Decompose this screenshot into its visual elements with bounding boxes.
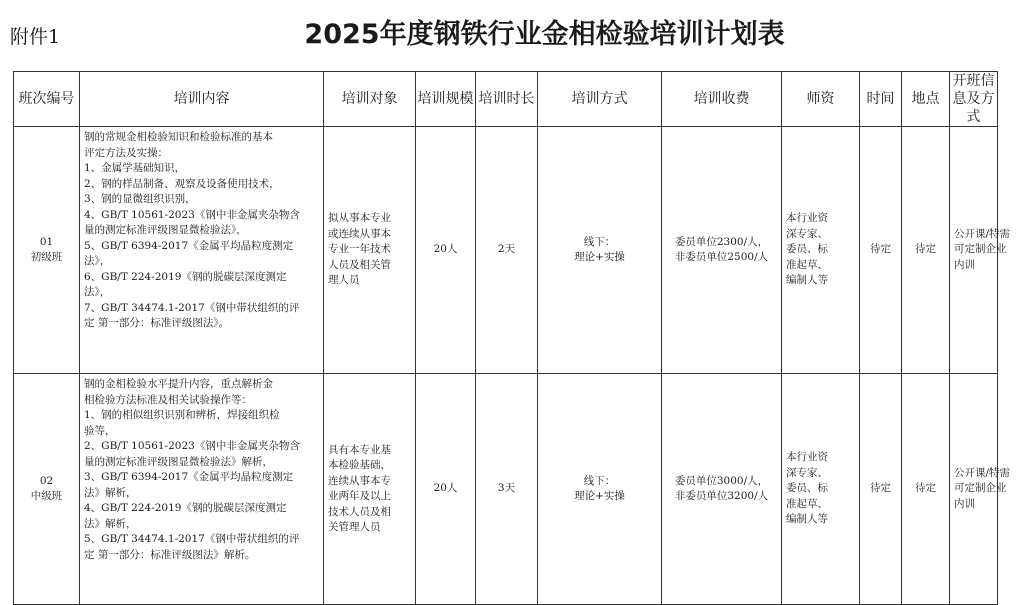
content-line: 3、GB/T 6394-2017《金属平均晶粒度测定	[84, 471, 294, 483]
document-title: 2025年度钢铁行业金相检验培训计划表	[304, 19, 785, 50]
content-line: 2、钢的样品制备、观察及设备使用技术，	[84, 177, 280, 190]
faculty-line: 委员、标	[786, 482, 828, 495]
content-line: 定 第一部分：标准评级图法》。	[84, 317, 230, 329]
class-level: 初级班	[30, 251, 63, 263]
open-info-line: 内训	[954, 258, 975, 271]
content-line: 3、钢的显微组织识别，	[84, 193, 196, 205]
content-line: 1、金属学基础知识，	[84, 162, 186, 174]
fee-line: 非委员单位2500/人	[674, 251, 769, 263]
content-line: 钢的金相检验水平提升内容，重点解析金	[84, 378, 273, 390]
content-cell	[80, 127, 324, 374]
target-line: 或连续从事本	[328, 227, 391, 240]
class-number-cell	[14, 127, 80, 374]
open-info-line: 公开课/特需	[954, 227, 1011, 240]
faculty-line: 深专家、	[786, 466, 828, 479]
target-cell	[324, 374, 416, 605]
faculty-line: 编制人等	[786, 274, 828, 287]
header-row	[14, 72, 998, 127]
faculty-line: 准起草、	[786, 258, 828, 271]
faculty-cell	[782, 127, 860, 374]
table-row	[14, 374, 998, 605]
content-line: 5、GB/T 34474.1-2017《钢中带状组织的评	[84, 533, 300, 545]
time-cell: 待定	[860, 127, 902, 374]
target-line: 业两年及以上	[328, 490, 391, 502]
content-line: 评定方法及实操：	[84, 146, 168, 159]
faculty-line: 本行业资	[786, 451, 828, 464]
header-open-info: 开班信息及方式	[950, 72, 998, 127]
header-faculty: 师资	[782, 72, 860, 127]
duration-cell: 2天	[476, 127, 538, 374]
target-line: 具有本专业基	[328, 443, 391, 456]
fee-line: 非委员单位3200/人	[674, 490, 769, 502]
target-line: 本检验基础，	[328, 459, 391, 471]
open-info-line: 可定制企业	[954, 482, 1007, 495]
method-line: 理论+实操	[574, 251, 625, 263]
duration-cell: 3天	[476, 374, 538, 605]
header-time: 时间	[860, 72, 902, 127]
target-cell	[324, 127, 416, 374]
content-line: 法》，	[84, 255, 111, 267]
content-line: 验等，	[84, 424, 116, 437]
header-content: 培训内容	[80, 72, 324, 127]
target-line: 人员及相关管	[328, 258, 391, 271]
class-level: 中级班	[30, 490, 63, 502]
open-info-line: 可定制企业	[954, 243, 1007, 256]
time-cell: 待定	[860, 374, 902, 605]
content-line: 1、钢的相似组织识别和辨析，焊接组织检	[84, 409, 280, 421]
header-scale: 培训规模	[416, 72, 476, 127]
content-line: 法》解析，	[84, 517, 137, 530]
open-info-cell	[950, 127, 1011, 374]
header-duration: 培训时长	[476, 72, 538, 127]
content-line: 4、GB/T 10561-2023《钢中非金属夹杂物含	[84, 208, 300, 221]
training-plan-table	[13, 71, 1011, 605]
faculty-line: 编制人等	[786, 513, 828, 526]
class-number-cell	[14, 374, 80, 605]
faculty-line: 本行业资	[786, 212, 828, 225]
method-line: 线下：	[583, 474, 616, 487]
content-cell	[80, 374, 324, 605]
header-class-number: 班次编号	[14, 72, 80, 127]
attachment-label: 附件1	[10, 26, 61, 48]
fee-cell	[662, 374, 782, 605]
location-cell: 待定	[902, 127, 950, 374]
content-line: 量的测定标准评级图显微检验法》解析，	[84, 455, 273, 468]
content-line: 5、GB/T 6394-2017《金属平均晶粒度测定	[84, 239, 294, 252]
open-info-line: 公开课/特需	[954, 466, 1011, 479]
open-info-cell	[950, 374, 1011, 605]
method-cell	[538, 127, 662, 374]
method-cell	[538, 374, 662, 605]
content-line: 量的测定标准评级图显微检验法》，	[84, 224, 247, 236]
fee-line: 委员单位2300/人，	[674, 235, 769, 248]
faculty-line: 深专家、	[786, 227, 828, 240]
content-line: 钢的常规金相检验知识和检验标准的基本	[84, 131, 273, 143]
target-line: 关管理人员	[328, 521, 381, 533]
fee-line: 委员单位3000/人，	[674, 474, 769, 487]
faculty-line: 委员、标	[786, 243, 828, 256]
scale-cell: 20人	[416, 374, 476, 605]
content-line: 2、GB/T 10561-2023《钢中非金属夹杂物含	[84, 440, 300, 452]
fee-cell	[662, 127, 782, 374]
target-line: 专业一年技术	[328, 243, 391, 256]
faculty-line: 准起草、	[786, 497, 828, 510]
class-number: 01	[39, 235, 54, 248]
method-line: 理论+实操	[574, 490, 625, 502]
content-line: 法》解析，	[84, 486, 137, 499]
header-method: 培训方式	[538, 72, 662, 127]
content-line: 6、GB/T 224-2019《钢的脱碳层深度测定	[84, 270, 287, 283]
table-row	[14, 127, 998, 374]
class-number: 02	[39, 474, 54, 487]
content-line: 7、GB/T 34474.1-2017《钢中带状组织的评	[84, 301, 300, 314]
target-line: 连续从事本专	[328, 474, 391, 487]
faculty-cell	[782, 374, 860, 605]
content-line: 定 第一部分：标准评级图法》解析。	[84, 548, 256, 561]
method-line: 线下：	[583, 235, 616, 248]
open-info-line: 内训	[954, 497, 975, 510]
target-line: 拟从事本专业	[328, 212, 391, 225]
header-location: 地点	[902, 72, 950, 127]
scale-cell: 20人	[416, 127, 476, 374]
location-cell: 待定	[902, 374, 950, 605]
header-fee: 培训收费	[662, 72, 782, 127]
target-line: 理人员	[328, 274, 360, 287]
target-line: 技术人员及相	[328, 505, 391, 518]
content-line: 相检验方法标准及相关试验操作等：	[84, 393, 252, 406]
content-line: 4、GB/T 224-2019《钢的脱碳层深度测定	[84, 502, 287, 514]
content-line: 法》，	[84, 286, 111, 298]
header-target: 培训对象	[324, 72, 416, 127]
